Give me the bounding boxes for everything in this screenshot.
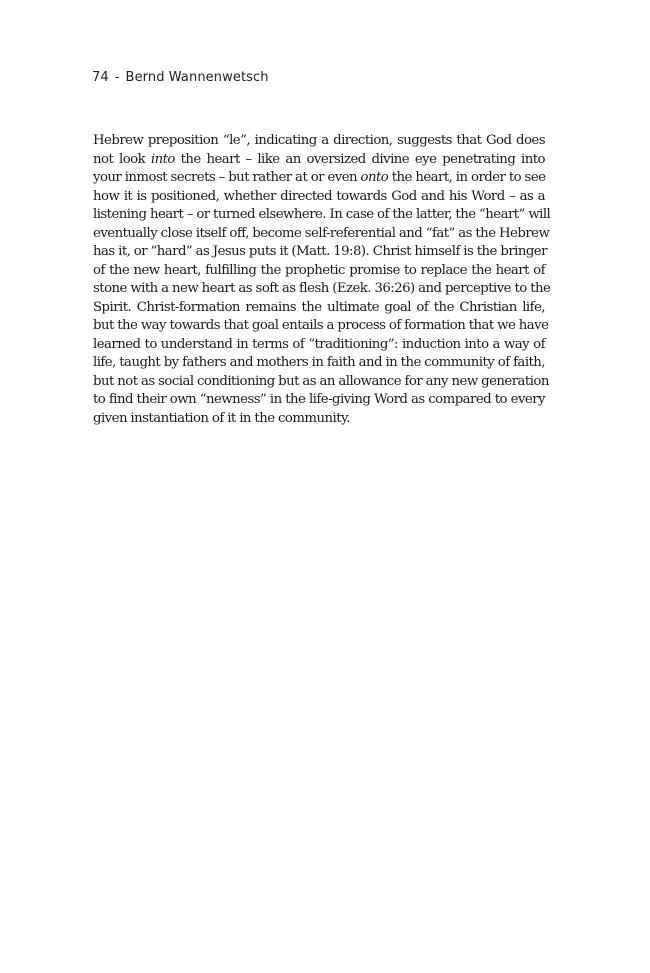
text-line (93, 317, 549, 336)
text-run: but the way towards that goal entails a process of formation that we have (93, 318, 549, 333)
italic-emphasis: onto (360, 170, 389, 185)
text-run: Hebrew preposition “le”, indicating a direction, suggests that God does (93, 133, 545, 148)
text-run: given instantiation of it in the community. (93, 410, 350, 426)
author-name: Bernd Wannenwetsch (125, 70, 269, 85)
page-number: 74 (92, 70, 109, 85)
text-run: but not as social conditioning but as an allowance for any new generation (93, 373, 549, 389)
text-run: eventually close itself off, become self-referential and “fat” as the Hebrew (93, 225, 550, 241)
text-line (93, 151, 545, 170)
text-run: Spirit. Christ-formation remains the ultimate goal of the Christian life, (93, 299, 545, 315)
italic-emphasis: into (150, 151, 175, 167)
text-line (93, 132, 545, 151)
text-line (93, 243, 545, 262)
text-line (93, 280, 551, 299)
text-line (93, 410, 545, 429)
text-run: not look (93, 151, 151, 167)
text-line (93, 169, 545, 188)
text-line (93, 354, 545, 373)
text-run: of the new heart, fulfilling the prophetic promise to replace the heart of (93, 262, 545, 278)
text-run: listening heart – or turned elsewhere. In case of the latter, the “heart” will (93, 207, 551, 222)
text-run: your inmost secrets – but rather at or even (93, 170, 361, 185)
text-line (93, 299, 545, 318)
text-line (93, 373, 549, 392)
text-run: stone with a new heart as soft as flesh (Ezek. 36:26) and perceptive to the (93, 281, 551, 296)
body-paragraph (93, 132, 551, 428)
text-line (93, 225, 550, 244)
running-head (92, 70, 269, 85)
text-run: learned to understand in terms of “traditioning”: induction into a way of (93, 336, 545, 352)
text-run: how it is positioned, whether directed towards God and his Word – as a (93, 188, 545, 204)
text-run: to find their own “newness” in the life-giving Word as compared to every (93, 392, 545, 407)
text-line (93, 336, 545, 355)
text-line (93, 188, 545, 207)
text-run: the heart – like an oversized divine eye penetrating into (174, 151, 545, 167)
text-line (93, 262, 545, 281)
header-separator: - (114, 70, 120, 85)
text-run: the heart, in order to see (388, 170, 546, 185)
text-run: has it, or “hard” as Jesus puts it (Matt. 19:8). Christ himself is the bringer (93, 244, 547, 259)
text-line (93, 206, 551, 225)
text-run: life, taught by fathers and mothers in faith and in the community of faith, (93, 355, 545, 370)
text-line (93, 391, 545, 410)
